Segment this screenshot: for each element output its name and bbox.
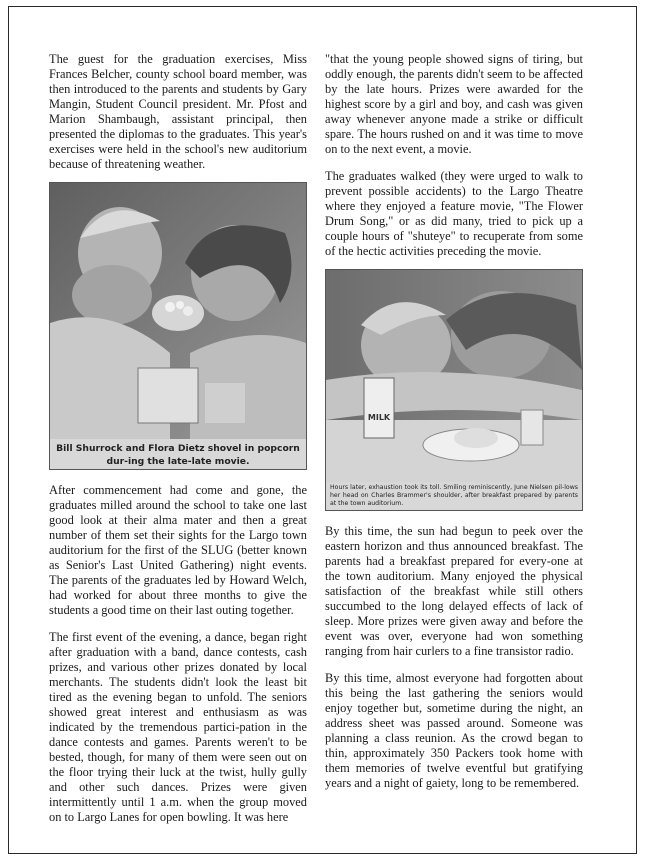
photo-breakfast	[325, 269, 583, 511]
paragraph-movie: The graduates walked (they were urged to walk to prevent possible accidents) to the Largo Theatre where they enjoyed a feature movie, "The Flower Drum Song," or as did many, tried to pick up a couple hours of "shuteye" to recuperate from some of the hectic activities preceding the movie.	[325, 169, 583, 258]
photo-popcorn	[49, 182, 307, 470]
paragraph-bowling-continued: "that the young people showed signs of tiring, but oddly enough, the parents didn't seem to be affected by the late hours. Prizes were awarded for the highest score by a girl and boy, and cash was given away whenever anyone made a strike or difficult spare. The hours rushed on and it was time to move on to the next event, a movie.	[325, 52, 583, 156]
right-column	[325, 52, 583, 803]
paragraph-breakfast: By this time, the sun had begun to peek over the eastern horizon and thus announced breakfast. The parents had a breakfast prepared for every-one at the town auditorium. Many enjoyed the physical satisfaction of the breakfast while still others succumbed to the long delayed effects of lack of sleep. More prizes were given away and before the event was over, everyone had won something ranging from hair curlers to a fine transistor radio.	[325, 524, 583, 658]
paragraph-after-commencement: After commencement had come and gone, the graduates milled around the school to take one last good look at their alma mater and then a great number of them set their sights for the Largo town auditorium for the first of the SLUG (better known as Senior's Last United Gathering) night events. The parents of the graduates led by Howard Welch, had worked for about three months to give the students a good time on their last outing together.	[49, 483, 307, 617]
paragraph-graduation-guest: The guest for the graduation exercises, Miss Frances Belcher, county school board member, was then introduced to the parents and students by Gary Mangin, Student Council president. Mr. Pfost and Marion Shambaugh, assistant principal, then presented the diplomas to the graduates. This year's exercises were held in the school's new auditorium because of threatening weather.	[49, 52, 307, 171]
paragraph-first-event-dance: The first event of the evening, a dance, began right after graduation with a band, dance contests, cash prizes, and various other prizes donated by local merchants. The students didn't look the least bit tired as the evening began to unfold. The seniors showed great interest and enthusiasm as was indicated by the tremendous partici-pation in the dance contests and games. Parents weren't to be bested, though, for many of them were seen out on the floor trying their luck at the twist, hully gully and other such dances. Prizes were given intermittently until 1 a.m. when the group moved on to Largo Lanes for open bowling. It was here	[49, 630, 307, 824]
popcorn-photo-image	[50, 183, 306, 439]
paragraph-class-reunion: By this time, almost everyone had forgotten about this being the last gathering the seniors would enjoy together but, sometime during the night, an address sheet was passed around. Someone was planning a class reunion. As the crowd began to thin, approximately 350 Packers took home with them memories of twelve eventful but gratifying years and a night of gaiety, long to be remembered.	[325, 671, 583, 790]
breakfast-photo-caption: Hours later, exhaustion took its toll. Smiling reminiscently, June Nielsen pil-lows her head on Charles Brammer's shoulder, after breakfast prepared by parents at the town auditorium.	[326, 482, 582, 511]
milk-carton-label: MILK	[367, 413, 391, 422]
popcorn-photo-caption: Bill Shurrock and Flora Dietz shovel in popcorn dur-ing the late-late movie.	[50, 439, 306, 470]
left-column	[49, 52, 307, 837]
breakfast-photo-image	[326, 270, 582, 482]
